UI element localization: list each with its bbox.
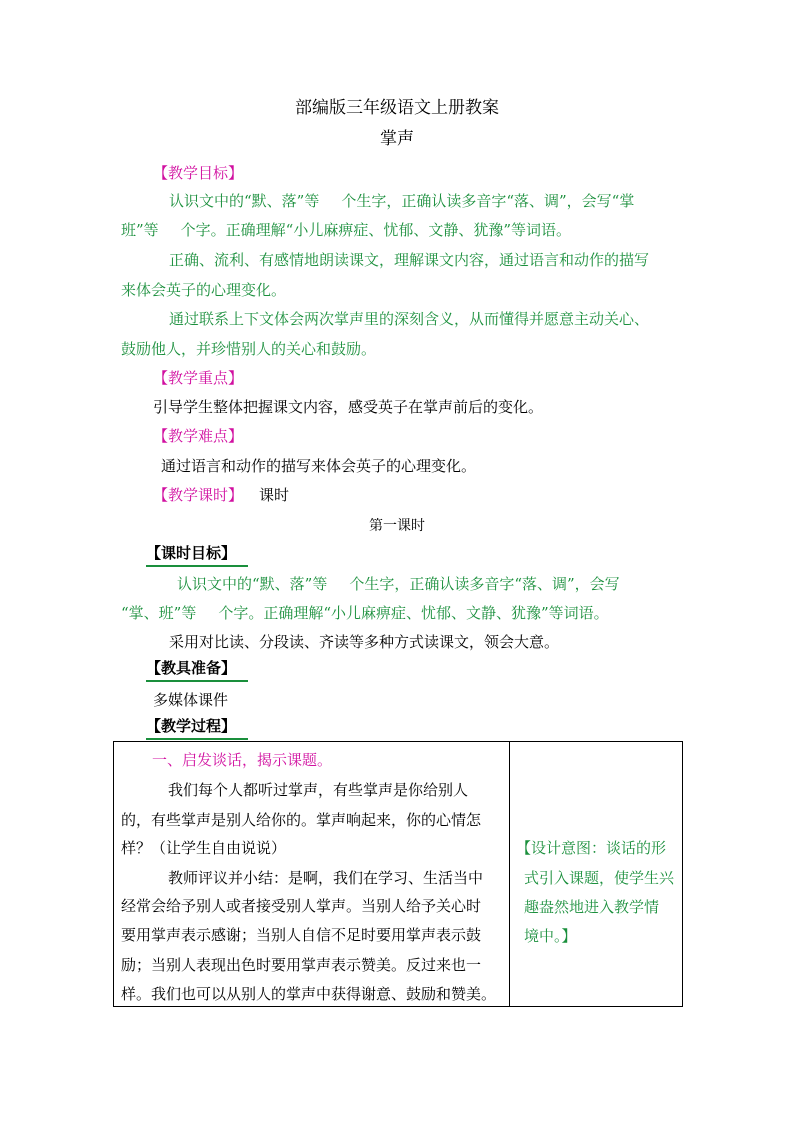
- document-subtitle: 掌声: [380, 129, 414, 149]
- process-line: 教师评议并小结：是啊，我们在学习、生活当中: [168, 869, 484, 887]
- focus-text: 引导学生整体把握课文内容，感受英子在掌声前后的变化。: [153, 398, 544, 416]
- table-row: [114, 742, 683, 1007]
- difficulty-heading: 【教学难点】: [153, 427, 244, 445]
- goals-para1-line1-a: 认识文中的“默、落”等: [169, 192, 320, 210]
- hours-heading: 【教学课时】: [153, 486, 244, 504]
- goals-para1-line2-b: 个字。正确理解“小儿麻痹症、忧郁、文静、犹豫”等词语。: [180, 221, 572, 239]
- process-heading: 【教学过程】: [146, 717, 237, 735]
- goals-para1-line2-a: 班”等: [121, 221, 159, 239]
- goals-para3-line1: 通过联系上下文体会两次掌声里的深刻含义，从而懂得并愿意主动关心、: [169, 310, 650, 328]
- lesson-goals-underline: [146, 565, 248, 567]
- process-line: 要用掌声表示感谢；当别人自信不足时要用掌声表示鼓: [121, 926, 482, 944]
- lesson-goals-line2-b: 个字。正确理解“小儿麻痹症、忧郁、文静、犹豫”等词语。: [218, 604, 609, 622]
- process-line: 样。我们也可以从别人的掌声中获得谢意、鼓励和赞美。: [121, 985, 497, 1003]
- prep-text: 多媒体课件: [153, 691, 229, 709]
- goals-para1-line1: [169, 191, 634, 211]
- process-step-title: 一、启发谈话，揭示课题。: [152, 751, 333, 769]
- goals-para2-line2: 来体会英子的心理变化。: [121, 281, 287, 299]
- process-line: 经常会给予别人或者接受别人掌声。当别人给予关心时: [121, 897, 482, 915]
- lesson-goals-line1-a: 认识文中的“默、落”等: [177, 575, 328, 593]
- process-line: 的，有些掌声是别人给你的。掌声响起来，你的心情怎: [121, 811, 482, 829]
- lesson-goals-line1: [177, 574, 620, 594]
- process-content-cell: [114, 742, 510, 1007]
- goals-para1-line2: [121, 220, 571, 240]
- goals-para1-line1-b: 个生字，正确认读多音字“落、调”，会写“掌: [341, 192, 635, 210]
- design-intent-line: 【设计意图：谈话的形: [516, 839, 667, 857]
- design-intent-line: 趣盎然地进入教学情: [524, 898, 660, 916]
- lesson-goals-line3: 采用对比读、分段读、齐读等多种方式读课文，领会大意。: [169, 633, 560, 651]
- prep-underline: [146, 680, 248, 682]
- design-intent-line: 境中。】: [524, 927, 577, 945]
- process-underline: [146, 738, 248, 740]
- goals-para2-line1: 正确、流利、有感情地朗读课文，理解课文内容，通过语言和动作的描写: [169, 251, 650, 269]
- lesson-goals-heading: 【课时目标】: [146, 544, 237, 562]
- lesson1-title: 第一课时: [369, 518, 425, 534]
- hours-text: 课时: [259, 486, 290, 504]
- goals-para3-line2: 鼓励他人，并珍惜别人的关心和鼓励。: [121, 340, 377, 358]
- teaching-process-table: [113, 741, 683, 1007]
- process-line: 励；当别人表现出色时要用掌声表示赞美。反过来也一: [121, 956, 482, 974]
- hours-line: [153, 485, 289, 505]
- difficulty-text: 通过语言和动作的描写来体会英子的心理变化。: [161, 457, 477, 475]
- document-title: 部编版三年级语文上册教案: [295, 98, 499, 118]
- design-intent-cell: [510, 742, 683, 1007]
- prep-heading: 【教具准备】: [146, 659, 237, 677]
- design-intent-line: 式引入课题，使学生兴: [524, 869, 675, 887]
- lesson-goals-line1-b: 个生字，正确认读多音字“落、调”，会写: [349, 575, 620, 593]
- lesson-goals-line2-a: “掌、班”等: [121, 604, 197, 622]
- goals-heading: 【教学目标】: [153, 164, 244, 182]
- focus-heading: 【教学重点】: [153, 369, 244, 387]
- process-line: 样？（让学生自由说说）: [121, 839, 287, 857]
- lesson-goals-line2: [121, 603, 609, 623]
- process-line: 我们每个人都听过掌声，有些掌声是你给别人: [168, 781, 469, 799]
